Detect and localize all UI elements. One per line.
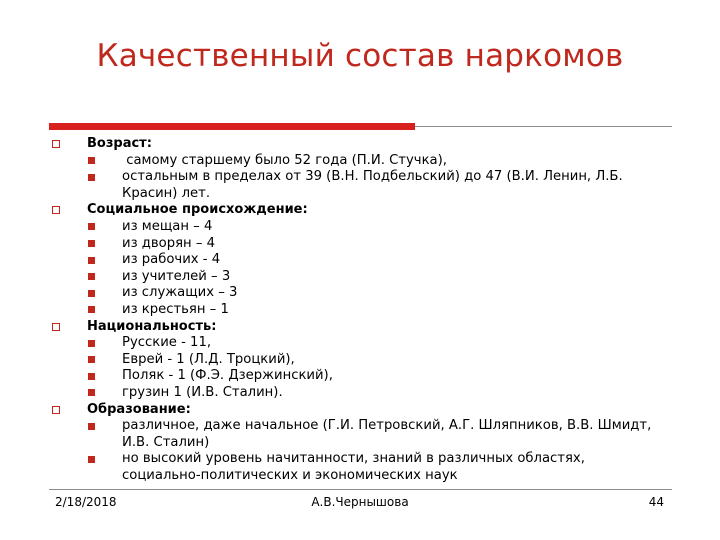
section-title: Образование: [87,401,191,417]
list-item-text: из дворян – 4 [122,235,216,251]
list-item-text: грузин 1 (И.В. Сталин). [122,384,283,400]
list-item-text: из служащих – 3 [122,285,238,301]
square-bullet-icon [88,389,95,396]
list-item-text: из мещан – 4 [122,218,213,234]
section-age [52,136,682,153]
square-bullet-icon [88,356,95,363]
square-bullet-icon [88,157,95,164]
list-item [88,418,682,451]
square-bullet-icon [88,456,95,463]
hollow-square-bullet-icon [52,206,60,214]
list-item [88,269,682,286]
list-item [88,335,682,352]
hollow-square-bullet-icon [52,140,60,148]
list-item-text: Поляк - 1 (Ф.Э. Дзержинский), [122,368,333,384]
list-item-text: из рабочих - 4 [122,252,221,268]
list-item-text: различное, даже начальное (Г.И. Петровский, А.Г. Шляпников, В.В. Шмидт, И.В. Сталин) [122,418,652,450]
square-bullet-icon [88,273,95,280]
list-item [88,302,682,319]
list-item [88,451,682,484]
square-bullet-icon [88,373,95,380]
square-bullet-icon [88,223,95,230]
list-item [88,219,682,236]
square-bullet-icon [88,240,95,247]
section-title: Возраст: [87,136,152,151]
hollow-square-bullet-icon [52,406,60,414]
list-item [88,368,682,385]
slide-content [52,136,682,484]
list-item [88,285,682,302]
hollow-square-bullet-icon [52,323,60,331]
square-bullet-icon [88,306,95,313]
list-item-text: из крестьян – 1 [122,301,229,317]
list-item-text: Русские - 11, [122,335,212,351]
list-item [88,385,682,402]
square-bullet-icon [88,290,95,297]
footer-divider-line [49,489,672,490]
list-item [88,236,682,253]
list-item [88,252,682,269]
section-title: Социальное происхождение: [87,202,308,218]
section-education [52,402,682,419]
section-title: Национальность: [87,318,217,334]
title-accent-bar [49,123,415,130]
square-bullet-icon [88,257,95,264]
list-item [88,169,682,202]
list-item-text: из учителей – 3 [122,268,231,284]
section-social-origin [52,202,682,219]
list-item-text: Еврей - 1 (Л.Д. Троцкий), [122,351,295,367]
footer-author: А.В.Чернышова [311,495,409,509]
square-bullet-icon [88,423,95,430]
square-bullet-icon [88,174,95,181]
footer-date: 2/18/2018 [55,495,117,509]
list-item-text: но высокий уровень начитанности, знаний в различных областях, социально-политических и экономических наук [122,451,585,483]
list-item [88,352,682,369]
list-item-text: остальным в пределах от 39 (В.Н. Подбельский) до 47 (В.И. Ленин, Л.Б. Красин) лет. [122,169,623,201]
square-bullet-icon [88,340,95,347]
slide-title: Качественный состав наркомов [96,38,624,74]
section-nationality [52,319,682,336]
list-item-text: самому старшему было 52 года (П.И. Стучка), [122,152,447,168]
list-item [88,153,682,170]
slide-page-number: 44 [648,495,664,509]
